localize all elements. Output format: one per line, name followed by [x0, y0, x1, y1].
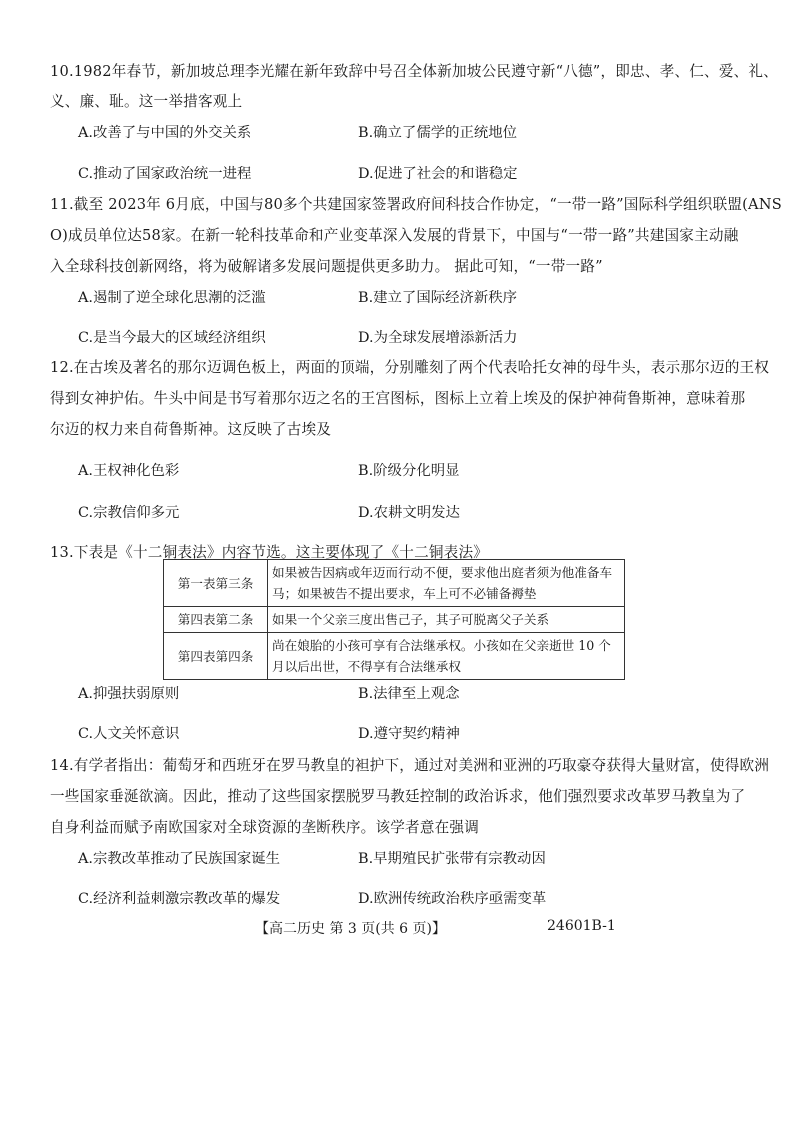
q14-option-d: D.欧洲传统政治秩序亟需变革 [358, 891, 547, 907]
q12-stem-line-2: 得到女神护佑。牛头中间是书写着那尔迈之名的王宫图标，图标上立着上埃及的保护神荷鲁斯神，意味着那 [50, 390, 746, 407]
q13-option-a: A.抑强扶弱原则 [78, 686, 180, 702]
page-footer-code: 24601B-1 [547, 918, 616, 934]
q14-stem-line-3: 自身利益而赋予南欧国家对全球资源的垄断秩序。该学者意在强调 [50, 819, 480, 836]
q13-option-d: D.遵守契约精神 [358, 726, 460, 742]
table-row [164, 633, 625, 680]
q11-option-d: D.为全球发展增添新活力 [358, 330, 518, 346]
q10-option-c: C.推动了国家政治统一进程 [78, 166, 252, 182]
q11-stem-line-3: 入全球科技创新网络，将为破解诸多发展问题提供更多助力。 据此可知，“一带一路” [50, 258, 603, 275]
q12-option-d: D.农耕文明发达 [358, 505, 460, 521]
q12-stem-line-1: 12.在古埃及著名的那尔迈调色板上，两面的顶端，分别雕刻了两个代表哈托女神的母牛头，表示那尔迈的王权 [50, 359, 770, 376]
twelve-tables-excerpt-table [163, 559, 625, 680]
q10-option-b: B.确立了儒学的正统地位 [358, 125, 518, 141]
q14-stem-line-2: 一些国家垂涎欲滴。因此，推动了这些国家摆脱罗马教廷控制的政治诉求，他们强烈要求改革罗马教皇为了 [50, 788, 746, 805]
table-row-key: 第四表第二条 [164, 607, 268, 633]
q11-option-a: A.遏制了逆全球化思潮的泛滥 [78, 290, 266, 306]
q10-stem-line-1: 10.1982年春节，新加坡总理李光耀在新年致辞中号召全体新加坡公民遵守新“八德”，即忠、孝、仁、爱、礼、 [50, 63, 778, 80]
q12-option-c: C.宗教信仰多元 [78, 505, 180, 521]
table-row-value: 如果被告因病或年迈而行动不便，要求他出庭者须为他准备车马；如果被告不提出要求，车上可不必铺备褥垫 [268, 560, 625, 607]
q11-stem-line-2: O)成员单位达58家。在新一轮科技革命和产业变革深入发展的背景下，中国与“一带一路”共建国家主动融 [50, 227, 739, 244]
table-row-value: 尚在娘胎的小孩可享有合法继承权。小孩如在父亲逝世 10 个月以后出世，不得享有合法继承权 [268, 633, 625, 680]
q14-option-c: C.经济利益刺激宗教改革的爆发 [78, 891, 281, 907]
q13-option-b: B.法律至上观念 [358, 686, 460, 702]
page-footer-title: 【高二历史 第 3 页(共 6 页)】 [255, 921, 446, 937]
table-row-value: 如果一个父亲三度出售己子，其子可脱离父子关系 [268, 607, 625, 633]
q14-option-a: A.宗教改革推动了民族国家诞生 [78, 851, 281, 867]
q14-option-b: B.早期殖民扩张带有宗教动因 [358, 851, 546, 867]
q14-stem-line-1: 14.有学者指出：葡萄牙和西班牙在罗马教皇的袒护下，通过对美洲和亚洲的巧取豪夺获得大量财富，使得欧洲 [50, 757, 770, 774]
q11-option-c: C.是当今最大的区域经济组织 [78, 330, 266, 346]
q13-stem-line-1: 13.下表是《十二铜表法》内容节选。这主要体现了《十二铜表法》 [50, 544, 489, 561]
q12-stem-line-3: 尔迈的权力来自荷鲁斯神。这反映了古埃及 [50, 421, 332, 438]
q12-option-a: A.王权神化色彩 [78, 463, 180, 479]
q10-option-d: D.促进了社会的和谐稳定 [358, 166, 518, 182]
table-row-key: 第四表第四条 [164, 633, 268, 680]
q13-option-c: C.人文关怀意识 [78, 726, 180, 742]
q10-option-a: A.改善了与中国的外交关系 [78, 125, 252, 141]
q12-option-b: B.阶级分化明显 [358, 463, 460, 479]
table-row [164, 560, 625, 607]
q11-stem-line-1: 11.截至 2023年 6月底，中国与80多个共建国家签署政府间科技合作协定，“一带一路”国际科学组织联盟(ANS [50, 196, 782, 213]
q10-stem-line-2: 义、廉、耻。这一举措客观上 [50, 93, 243, 110]
table-row [164, 607, 625, 633]
q11-option-b: B.建立了国际经济新秩序 [358, 290, 518, 306]
table-row-key: 第一表第三条 [164, 560, 268, 607]
